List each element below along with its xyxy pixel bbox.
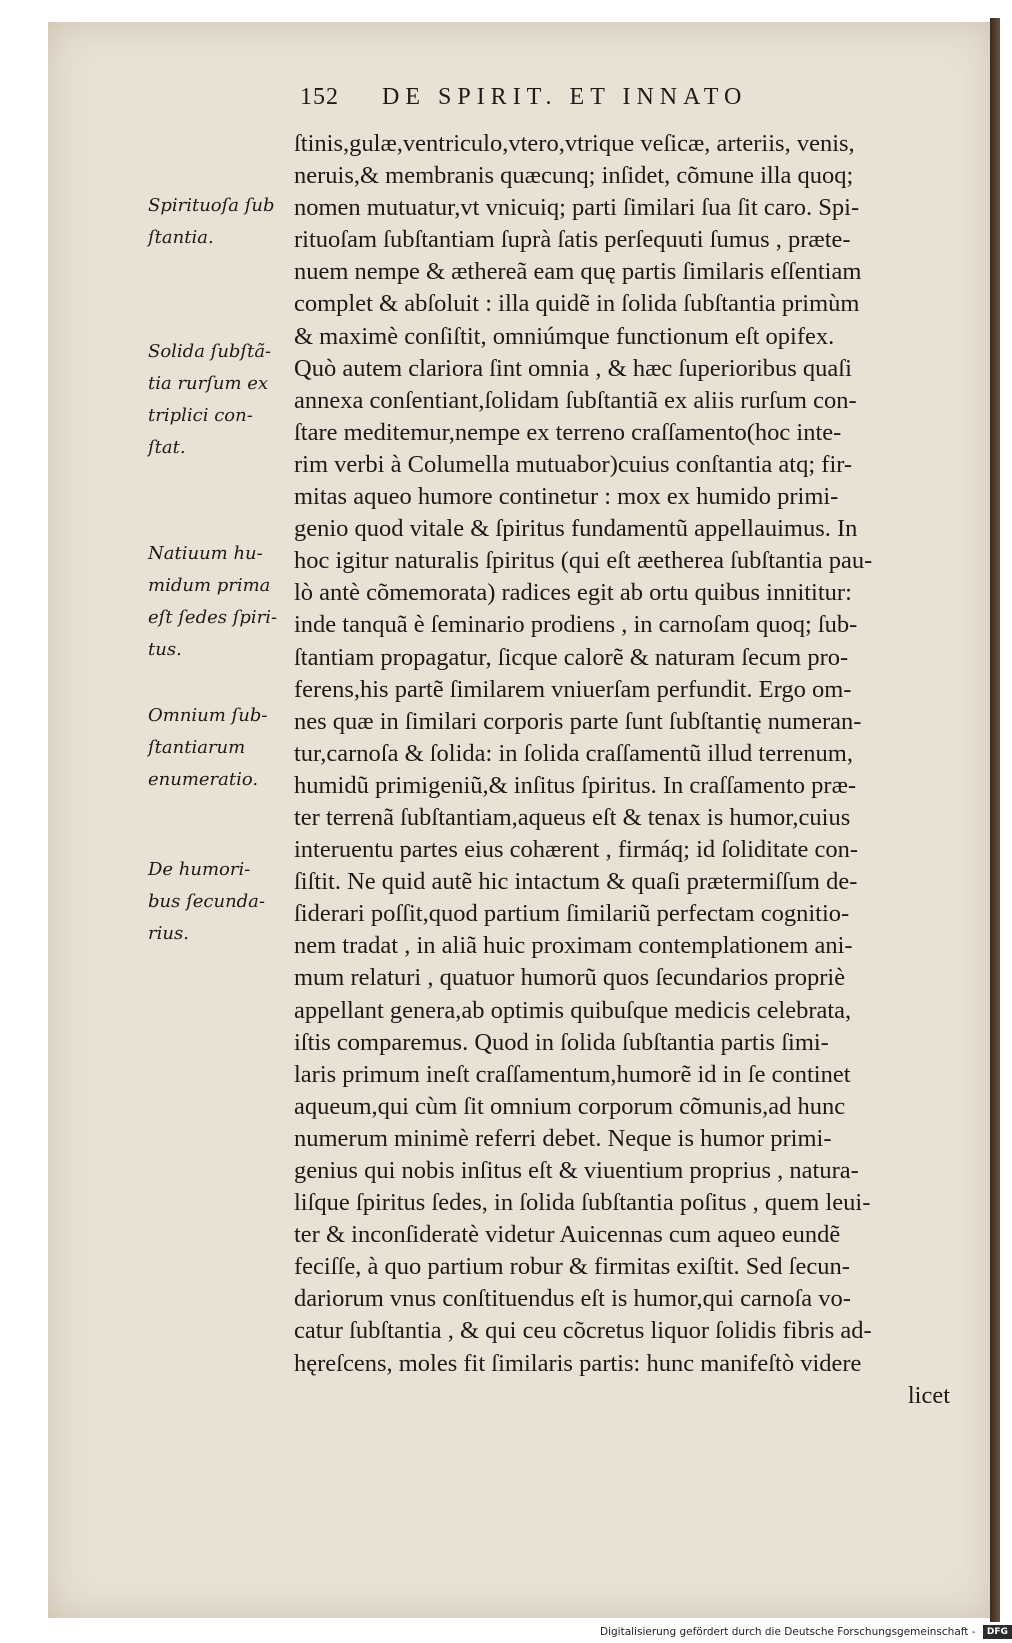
text-line: aqueum,qui cùm ſit omnium corporum cõmunis,ad hunc bbox=[294, 1092, 846, 1120]
text-line: Quò autem clariora ſint omnia , & hæc ſuperioribus quaſi bbox=[294, 354, 852, 382]
text-line: feciſſe, à quo partium robur & firmitas exiſtit. Sed ſecun- bbox=[294, 1253, 850, 1281]
text-line: appellant genera,ab optimis quibuſque medicis celebrata, bbox=[294, 996, 852, 1024]
text-line: iſtis comparemus. Quod in ſolida ſubſtantia partis ſimi- bbox=[294, 1028, 829, 1056]
text-line: inde tanquã è ſeminario prodiens , in carnoſam quoq; ſub- bbox=[294, 611, 858, 639]
text-line: genio quod vitale & ſpiritus fundamentũ appellauimus. In bbox=[294, 515, 858, 543]
text-line: ſiderari poſſit,quod partium ſimilariũ perfectam cognitio- bbox=[294, 900, 850, 928]
text-line: nomen mutuatur,vt vnicuiq; parti ſimilari ſua ſit caro. Spi- bbox=[294, 194, 860, 222]
text-line: interuentu partes eius cohærent , firmáq; id ſoliditate con- bbox=[294, 836, 859, 864]
text-line: annexa conſentiant,ſolidam ſubſtantiã ex aliis rurſum con- bbox=[294, 386, 857, 414]
text-line: mum relaturi , quatuor humorũ quos ſecundarios propriè bbox=[294, 964, 846, 992]
text-line: ſiſtit. Ne quid autẽ hic intactum & quaſi prætermiſſum de- bbox=[294, 868, 858, 896]
text-line: ſtinis,gulæ,ventriculo,vtero,vtrique veſicæ, arteriis, venis, bbox=[294, 130, 855, 157]
text-line: ſtare meditemur,nempe ex terreno craſſamento(hoc inte- bbox=[294, 418, 842, 446]
text-line: laris primum ineſt craſſamentum,humorẽ id in ſe continet bbox=[294, 1060, 851, 1088]
text-line: catur ſubſtantia , & qui ceu cõcretus liquor ſolidis fibris ad- bbox=[294, 1317, 872, 1345]
text-line: ter & inconſideratè videtur Auicennas cum aqueo eundẽ bbox=[294, 1221, 841, 1249]
marginal-note: Spirituoſa ſub ſtantia. bbox=[148, 195, 275, 248]
text-line: numerum minimè referri debet. Neque is humor primi- bbox=[294, 1124, 832, 1152]
text-line: & maximè conſiſtit, omniúmque functionum eſt opifex. bbox=[294, 322, 835, 350]
catchword: licet bbox=[907, 1381, 950, 1409]
text-line: complet & abſoluit : illa quidẽ in ſolida ſubſtantia primùm bbox=[294, 290, 860, 318]
page-header bbox=[300, 84, 820, 120]
text-line: rituoſam ſubſtantiam ſuprà ſatis perſequuti ſumus , præte- bbox=[294, 226, 851, 254]
text-line: dariorum vnus conſtituendus eſt is humor,qui carnoſa vo- bbox=[294, 1285, 851, 1313]
credit-text: Digitalisierung gefördert durch die Deutsche Forschungsgemeinschaft - bbox=[600, 1626, 976, 1638]
text-line: tur,carnoſa & ſolida: in ſolida craſſamentũ illud terrenum, bbox=[294, 739, 853, 767]
text-line: nem tradat , in aliã huic proximam contemplationem ani- bbox=[294, 932, 853, 960]
text-line: liſque ſpiritus ſedes, in ſolida ſubſtantia poſitus , quem leui- bbox=[294, 1189, 871, 1217]
text-line: lò antè cõmemorata) radices egit ab ortu quibus innititur: bbox=[294, 579, 852, 607]
text-line: hęreſcens, moles fit ſimilaris partis: hunc manifeſtò videre bbox=[294, 1349, 862, 1377]
book-edge bbox=[990, 18, 1000, 1630]
page-number: 152 bbox=[300, 84, 339, 110]
text-line: nes quæ in ſimilari corporis parte ſunt ſubſtantię numeran- bbox=[294, 707, 862, 735]
text-line: neruis,& membranis quæcunq; inſidet, cõmune illa quoq; bbox=[294, 162, 854, 190]
running-head: DE SPIRIT. ET INNATO bbox=[382, 84, 748, 110]
digitization-credit bbox=[600, 1622, 1008, 1643]
dfg-logo: DFG bbox=[983, 1625, 1012, 1639]
text-line: genius qui nobis inſitus eſt & viuentium proprius , natura- bbox=[294, 1157, 859, 1184]
text-line: ſtantiam propagatur, ſicque calorẽ & naturam ſecum pro- bbox=[294, 643, 849, 671]
text-line: humidũ primigeniũ,& inſitus ſpiritus. In craſſamento præ- bbox=[294, 771, 857, 799]
body-text bbox=[294, 128, 950, 1412]
text-line: rim verbi à Columella mutuabor)cuius conſtantia atq; fir- bbox=[294, 450, 853, 478]
text-line: nuem nempe & æthereã eam quę partis ſimilaris eſſentiam bbox=[294, 258, 862, 286]
text-line: ferens,his partẽ ſimilarem vniuerſam perfundit. Ergo om- bbox=[294, 675, 852, 703]
marginal-note: Solida ſubſtã- tia rurſum ex triplici con- ſtat. bbox=[148, 341, 272, 458]
text-line: hoc igitur naturalis ſpiritus (qui eſt æetherea ſubſtantia pau- bbox=[294, 547, 873, 575]
text-line: ter terrenã ſubſtantiam,aqueus eſt & tenax is humor,cuius bbox=[294, 803, 851, 831]
marginal-note: Omnium ſub- ſtantiarum enumeratio. bbox=[148, 705, 268, 790]
marginal-note: Natiuum hu- midum prima eſt ſedes ſpiri- tus. bbox=[148, 543, 278, 660]
text-line: mitas aqueo humore continetur : mox ex humido primi- bbox=[294, 483, 839, 511]
marginal-note: De humori- bus ſecunda- rius. bbox=[148, 859, 265, 944]
